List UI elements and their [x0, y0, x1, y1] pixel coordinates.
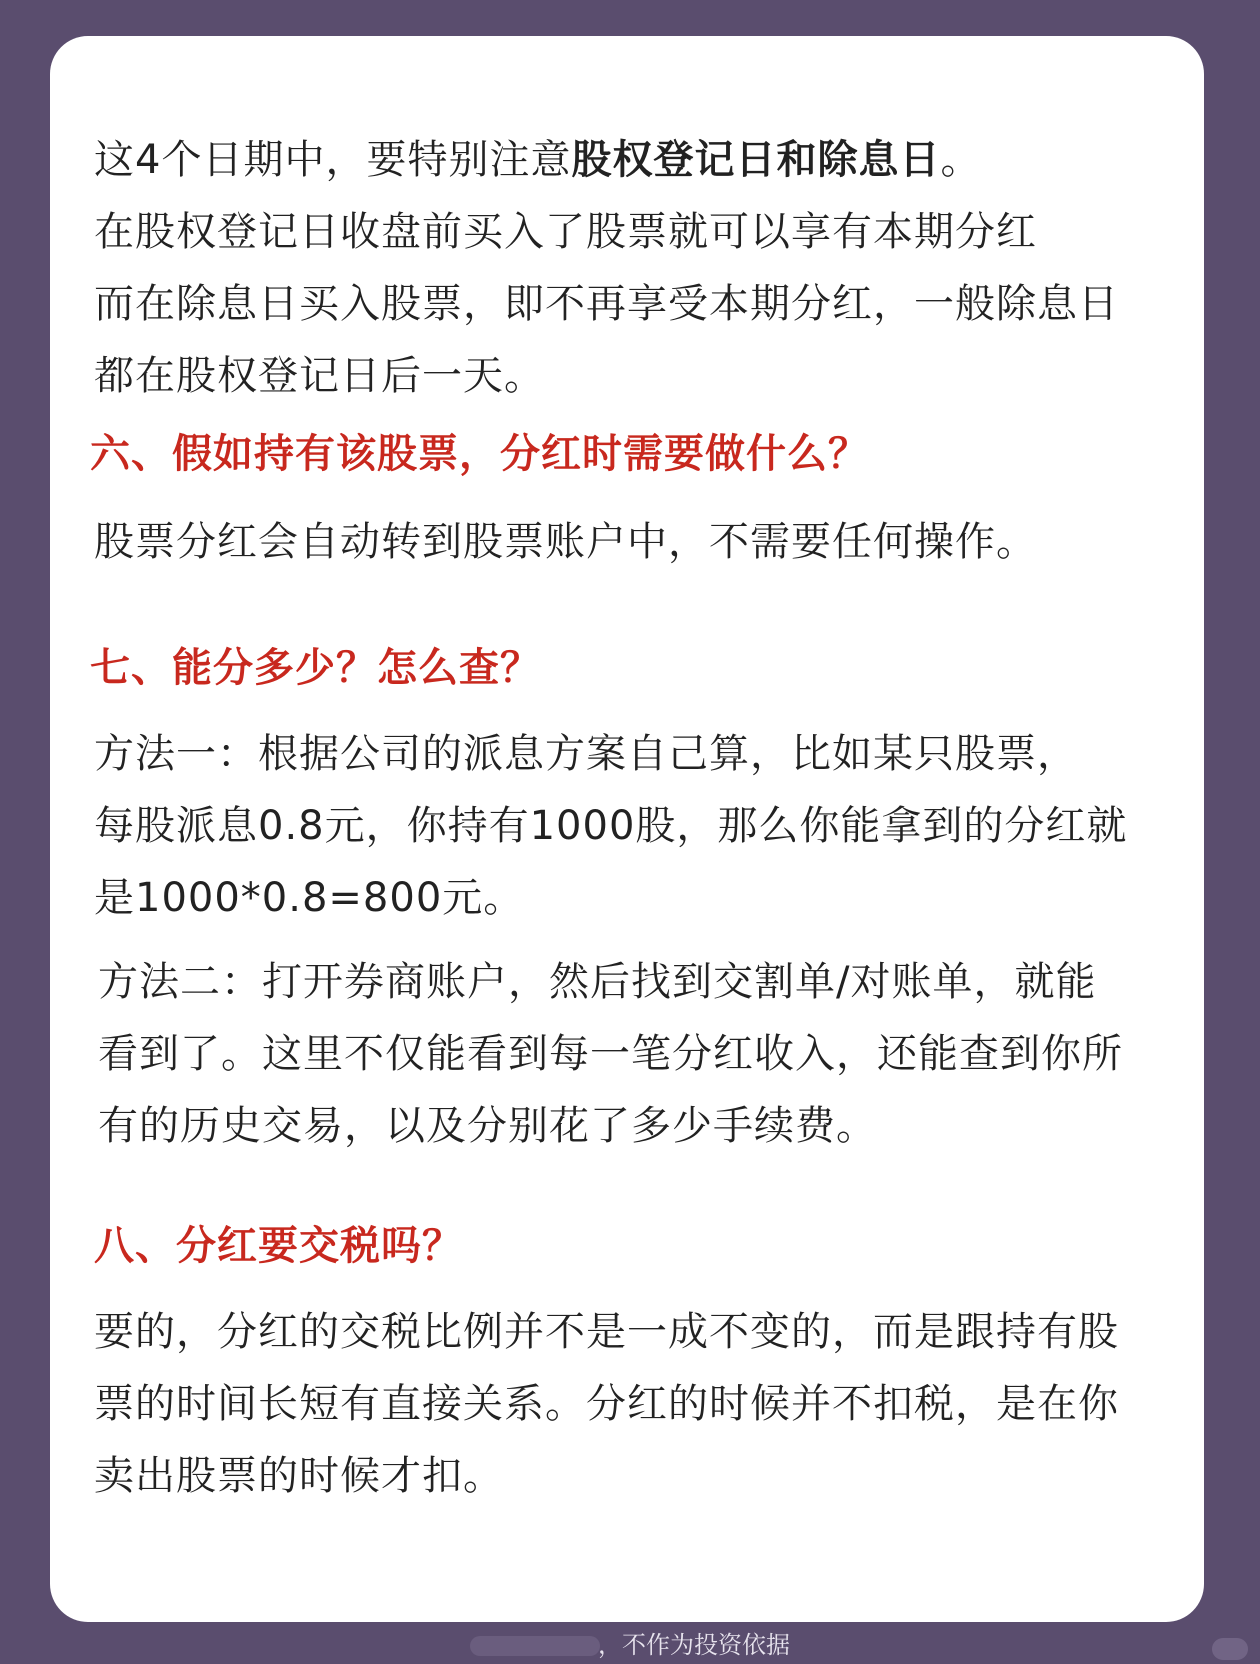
intro-line-1	[94, 124, 1184, 196]
section-6-heading: 六、假如持有该股票，分红时需要做什么？	[90, 431, 869, 477]
method-1-paragraph	[94, 718, 1184, 934]
intro-line-2: 在股权登记日收盘前买入了股票就可以享有本期分红	[94, 209, 1037, 255]
footer-disclaimer: ，不作为投资依据	[598, 1631, 790, 1659]
intro-line-1-prefix: 这4个日期中，要特别注意	[94, 137, 572, 183]
method-2-line-1: 方法二：打开券商账户，然后找到交割单/对账单，就能	[98, 959, 1097, 1005]
watermark-badge	[1212, 1638, 1248, 1660]
section-8-body	[94, 1296, 1184, 1512]
footer-bar	[0, 1626, 1260, 1664]
method-1-line-1: 方法一：根据公司的派息方案自己算，比如某只股票，	[94, 731, 1078, 777]
section-8-line-3: 卖出股票的时候才扣。	[94, 1453, 504, 1499]
method-1-line-3: 是1000*0.8=800元。	[94, 875, 525, 921]
method-2-line-3: 有的历史交易，以及分别花了多少手续费。	[98, 1103, 877, 1149]
intro-highlight: 股权登记日和除息日	[571, 137, 941, 183]
intro-paragraph	[94, 124, 1184, 412]
method-1-line-2: 每股派息0.8元，你持有1000股，那么你能拿到的分红就	[94, 803, 1128, 849]
intro-line-4: 都在股权登记日后一天。	[94, 353, 545, 399]
section-8-line-1: 要的，分红的交税比例并不是一成不变的，而是跟持有股	[94, 1309, 1119, 1355]
method-2-paragraph	[98, 946, 1188, 1162]
blurred-source-mark	[470, 1636, 600, 1656]
section-8-heading: 八、分红要交税吗？	[94, 1223, 463, 1269]
section-6-body-line: 股票分红会自动转到股票账户中，不需要任何操作。	[94, 519, 1037, 565]
section-6-body	[94, 506, 1184, 578]
section-8-line-2: 票的时间长短有直接关系。分红的时候并不扣税，是在你	[94, 1381, 1119, 1427]
method-2-line-2: 看到了。这里不仅能看到每一笔分红收入，还能查到你所	[98, 1031, 1123, 1077]
intro-line-3: 而在除息日买入股票，即不再享受本期分红，一般除息日	[94, 281, 1119, 327]
content-card	[50, 36, 1204, 1622]
section-7-heading: 七、能分多少？怎么查？	[90, 645, 541, 691]
intro-line-1-suffix: 。	[940, 137, 982, 183]
